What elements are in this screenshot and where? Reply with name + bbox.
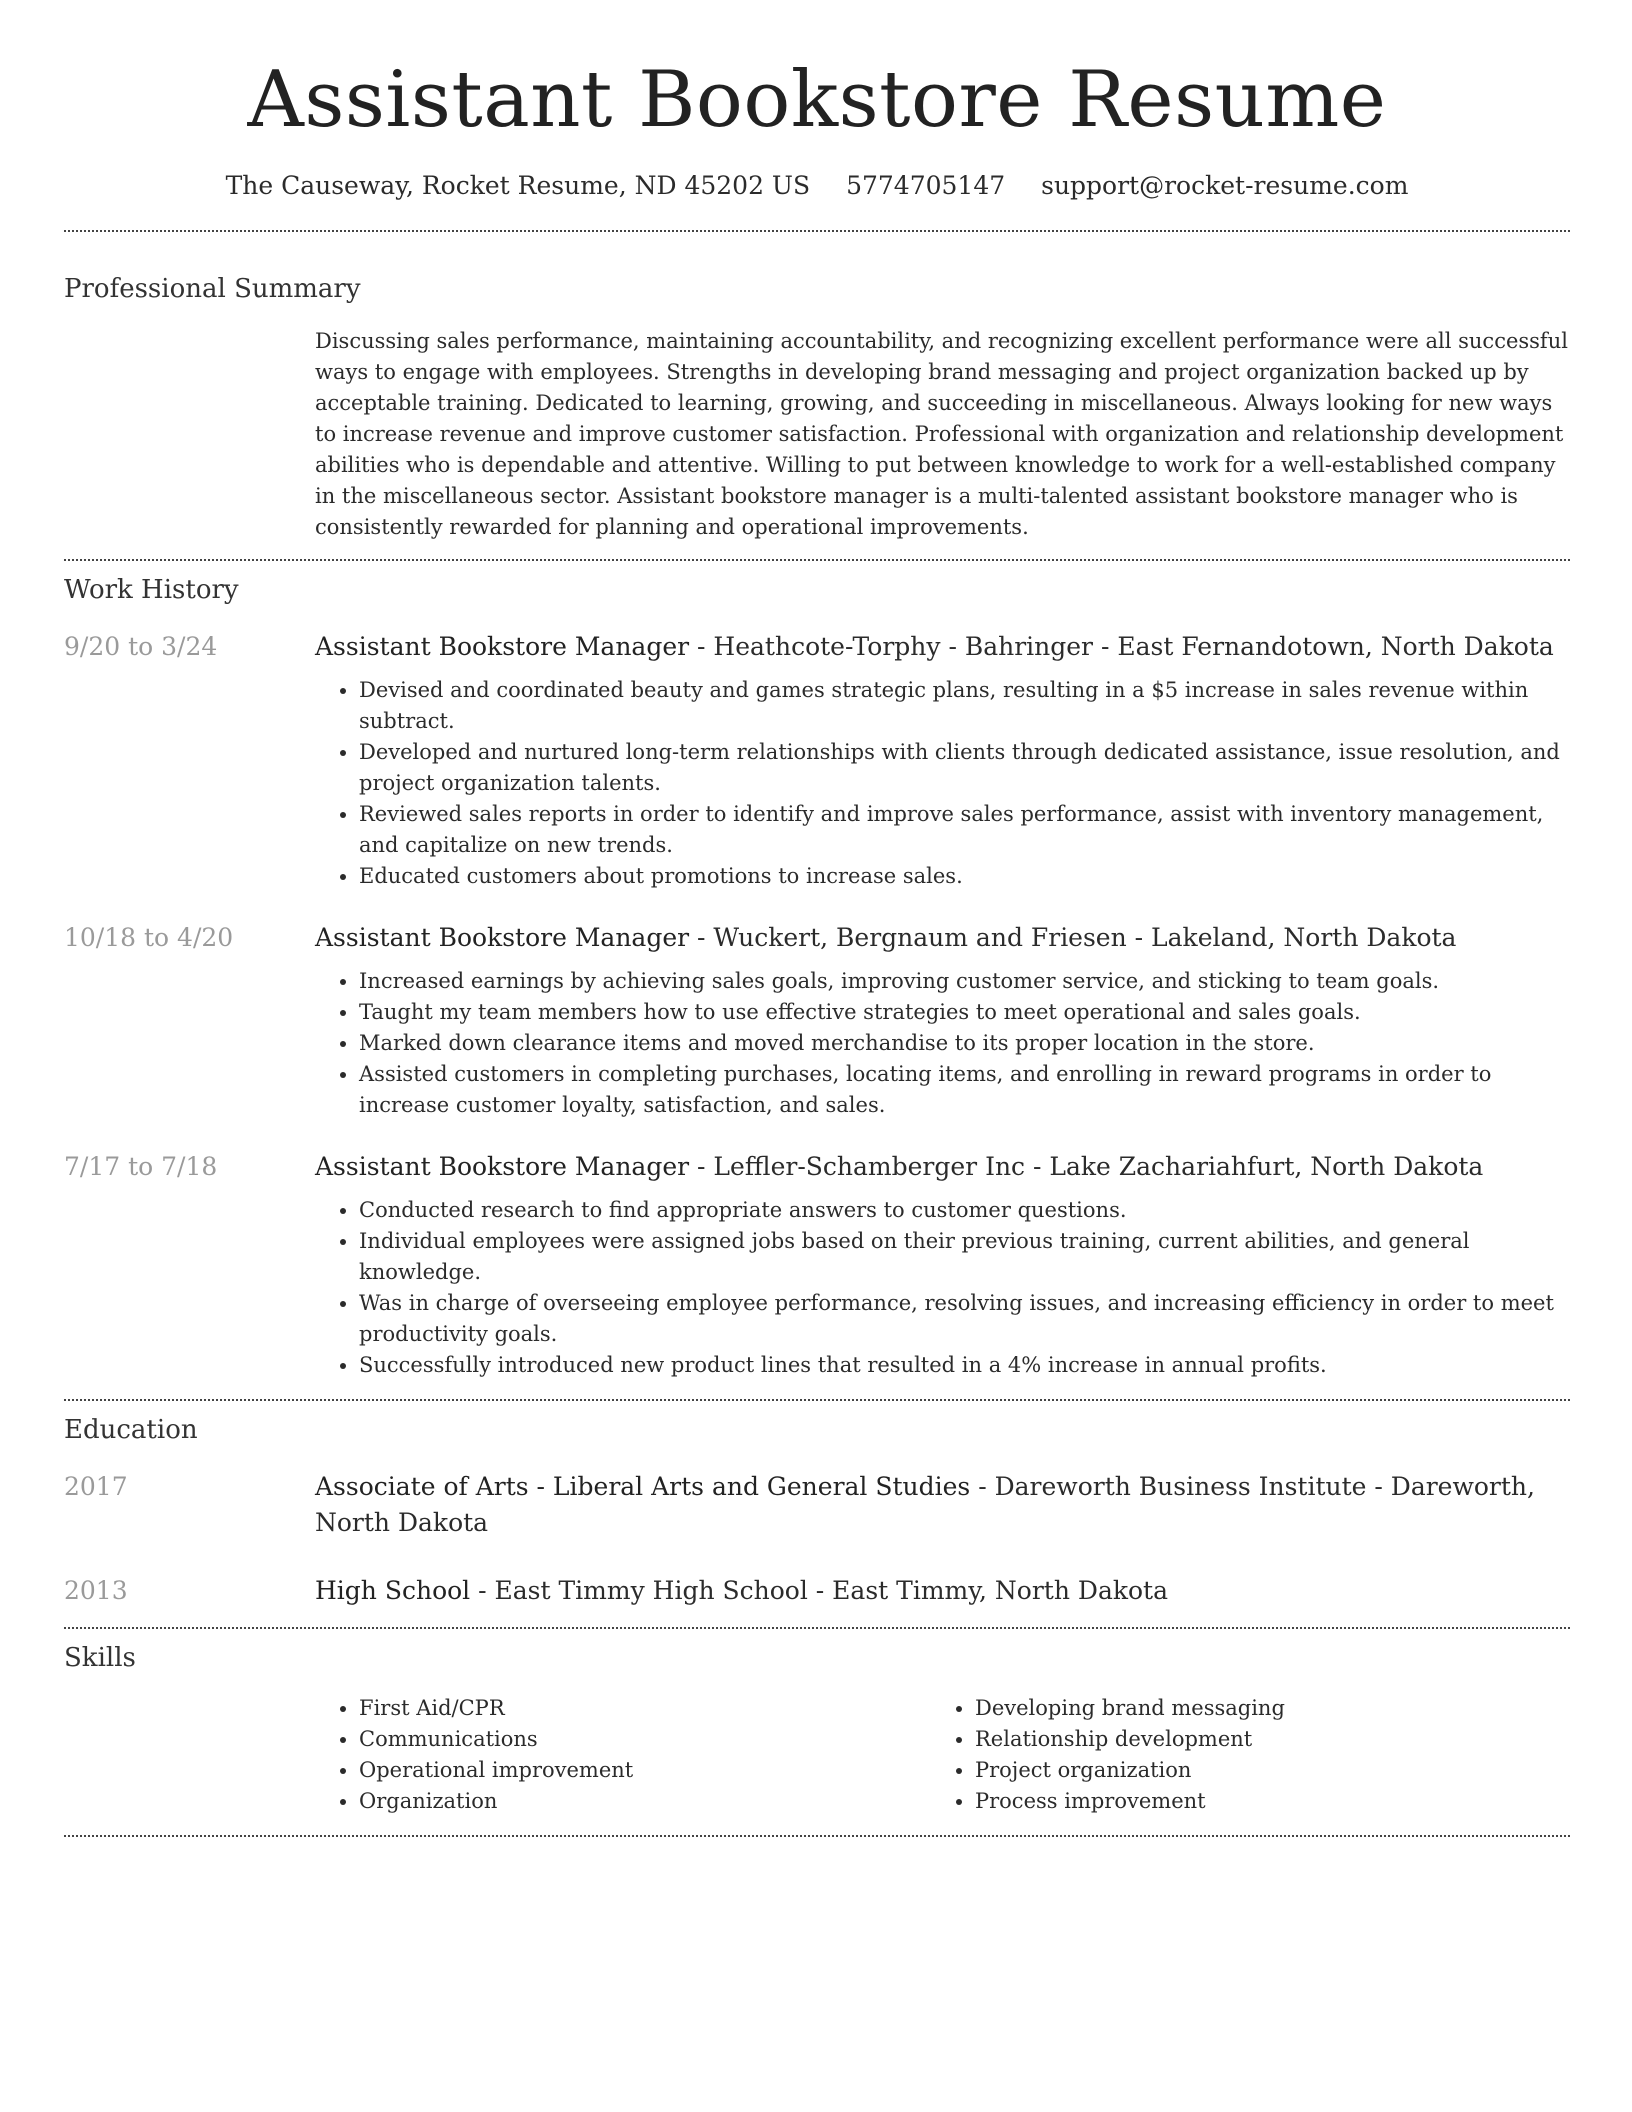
divider	[64, 1399, 1570, 1401]
resume-page	[64, 0, 1570, 1837]
skill-item: • Project organization	[975, 1755, 1547, 1786]
skill-item: • Relationship development	[975, 1724, 1547, 1755]
job-heading	[315, 1149, 1570, 1185]
divider	[64, 1835, 1570, 1837]
education-degree: High School	[315, 1576, 471, 1605]
job-dates: 7/17 to 7/18	[64, 1152, 218, 1181]
job-details: - Wuckert, Bergnaum and Friesen - Lakeland, North Dakota	[689, 923, 1457, 952]
education-details: - East Timmy High School - East Timmy, North Dakota	[470, 1576, 1169, 1605]
education-year: 2013	[64, 1576, 128, 1605]
education-details: - Dareworth Business Institute - Dareworth, North Dakota	[315, 1472, 1535, 1537]
job-entry	[64, 629, 1570, 892]
job-heading	[315, 629, 1570, 665]
education-degree: Associate of Arts - Liberal Arts and General Studies	[315, 1472, 971, 1501]
job-bullet: • Taught my team members how to use effective strategies to meet operational and sales goals.	[359, 997, 1570, 1028]
divider	[64, 230, 1570, 232]
contact-address: The Causeway, Rocket Resume, ND 45202 US	[225, 171, 811, 200]
job-bullet: • Individual employees were assigned jobs based on their previous training, current abilities, and general knowledge.	[359, 1226, 1570, 1288]
job-bullet: • Was in charge of overseeing employee performance, resolving issues, and increasing efficiency in order to meet productivity goals.	[359, 1288, 1570, 1350]
job-heading	[315, 920, 1570, 956]
divider	[64, 559, 1570, 561]
job-bullet: • Devised and coordinated beauty and games strategic plans, resulting in a $5 increase in sales revenue within subtract.	[359, 675, 1570, 737]
education-year: 2017	[64, 1472, 128, 1501]
job-bullet: • Developed and nurtured long-term relationships with clients through dedicated assistance, issue resolution, and project organization talents.	[359, 737, 1570, 799]
job-title: Assistant Bookstore Manager	[315, 1152, 690, 1181]
skills-heading: Skills	[64, 1643, 136, 1673]
job-bullet: • Educated customers about promotions to increase sales.	[359, 861, 1570, 892]
skills-right-list	[931, 1693, 1547, 1817]
education-section	[64, 1413, 1570, 1609]
skills-columns	[315, 1693, 1570, 1817]
job-details: - Leffler-Schamberger Inc - Lake Zachariahfurt, North Dakota	[689, 1152, 1484, 1181]
job-bullet: • Conducted research to find appropriate answers to customer questions.	[359, 1195, 1570, 1226]
skills-left-list	[315, 1693, 931, 1817]
summary-section	[64, 272, 1570, 543]
job-bullet: • Increased earnings by achieving sales goals, improving customer service, and sticking to team goals.	[359, 966, 1570, 997]
education-entry	[64, 1469, 1570, 1541]
work-history-section	[64, 573, 1570, 1381]
job-body	[315, 920, 1570, 1121]
education-entry	[64, 1573, 1570, 1609]
job-bullet: • Marked down clearance items and moved merchandise to its proper location in the store.	[359, 1028, 1570, 1059]
job-body	[315, 1149, 1570, 1381]
contact-phone: 5774705147	[846, 171, 1006, 200]
job-bullet: • Reviewed sales reports in order to identify and improve sales performance, assist with inventory management, and capitalize on new trends.	[359, 799, 1570, 861]
job-dates: 9/20 to 3/24	[64, 632, 218, 661]
skill-item: • Developing brand messaging	[975, 1693, 1547, 1724]
summary-heading: Professional Summary	[64, 274, 361, 304]
education-list	[64, 1469, 1570, 1609]
education-heading-line	[315, 1573, 1570, 1609]
job-entry	[64, 920, 1570, 1121]
education-heading: Education	[64, 1415, 198, 1445]
contact-email: support@rocket-resume.com	[1041, 171, 1409, 200]
job-bullets	[315, 966, 1570, 1121]
job-dates: 10/18 to 4/20	[64, 923, 234, 952]
divider	[64, 1627, 1570, 1629]
skill-item: • First Aid/CPR	[359, 1693, 931, 1724]
job-body	[315, 629, 1570, 892]
job-title: Assistant Bookstore Manager	[315, 632, 690, 661]
resume-title: Assistant Bookstore Resume	[247, 55, 1387, 145]
job-bullet: • Assisted customers in completing purchases, locating items, and enrolling in reward programs in order to increase customer loyalty, satisfaction, and sales.	[359, 1059, 1570, 1121]
job-details: - Heathcote-Torphy - Bahringer - East Fernandotown, North Dakota	[689, 632, 1554, 661]
job-bullets	[315, 1195, 1570, 1381]
job-list	[64, 629, 1570, 1381]
summary-text: Discussing sales performance, maintaining accountability, and recognizing excellent performance were all successful ways to engage with employees. Strengths in developing brand messaging and project organization backed up by acceptable training. Dedicated to learning, growing, and succeeding in miscellaneous. Always looking for new ways to increase revenue and improve customer satisfaction. Professional with organization and relationship development abilities who is dependable and attentive. Willing to put between knowledge to work for a well-established company in the miscellaneous sector. Assistant bookstore manager is a multi-talented assistant bookstore manager who is consistently rewarded for planning and operational improvements.	[315, 329, 1568, 539]
job-title: Assistant Bookstore Manager	[315, 923, 690, 952]
job-bullet: • Successfully introduced new product lines that resulted in a 4% increase in annual profits.	[359, 1350, 1570, 1381]
education-heading-line	[315, 1469, 1570, 1541]
skill-item: • Communications	[359, 1724, 931, 1755]
skills-section	[64, 1641, 1570, 1817]
skill-item: • Organization	[359, 1786, 931, 1817]
skill-item: • Process improvement	[975, 1786, 1547, 1817]
job-entry	[64, 1149, 1570, 1381]
skill-item: • Operational improvement	[359, 1755, 931, 1786]
job-bullets	[315, 675, 1570, 892]
work-history-heading: Work History	[64, 575, 239, 605]
contact-line	[64, 168, 1570, 204]
